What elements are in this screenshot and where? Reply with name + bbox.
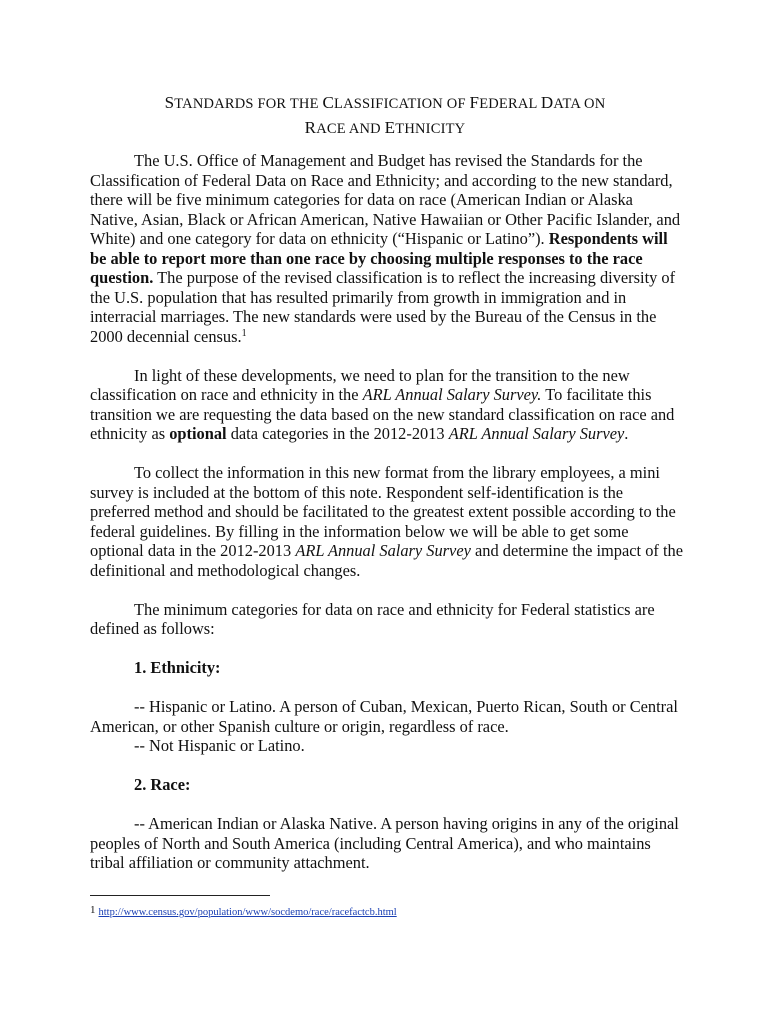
document-title	[0, 91, 770, 141]
heading-ethnicity	[90, 658, 684, 678]
paragraph-collect	[90, 463, 684, 580]
survey-title: ARL Annual Salary Survey	[448, 424, 625, 443]
title-text: TANDARDS FOR THE	[174, 96, 323, 112]
title-cap: E	[384, 118, 396, 137]
heading-ethnicity-text: 1. Ethnicity:	[134, 658, 221, 677]
document-body	[90, 151, 684, 892]
ethnicity-hispanic: -- Hispanic or Latino. A person of Cuban, Mexican, Puerto Rican, South or Central American, or other Spanish culture or origin, regardless of race.	[90, 697, 678, 736]
title-line-2	[0, 116, 770, 141]
footnote-divider	[90, 895, 270, 896]
title-text: EDERAL	[479, 96, 541, 112]
title-text: LASSIFICATION OF	[334, 96, 470, 112]
title-cap: C	[322, 93, 335, 112]
title-line-1	[0, 91, 770, 116]
title-text: THNICITY	[395, 121, 466, 137]
title-text: ATA ON	[553, 96, 606, 112]
heading-race-text: 2. Race:	[134, 775, 191, 794]
optional-bold: optional	[169, 424, 227, 443]
title-cap: F	[469, 93, 480, 112]
title-cap: D	[540, 93, 554, 112]
ethnicity-not-hispanic: -- Not Hispanic or Latino.	[134, 736, 305, 755]
footnote	[90, 905, 397, 920]
heading-race	[90, 775, 684, 795]
title-cap: R	[304, 118, 317, 137]
period: .	[624, 424, 629, 443]
title-text: ACE AND	[316, 121, 385, 137]
intro-bold-text: Respondents will be able to report more than one race by choosing multiple responses to the race question.	[90, 229, 668, 287]
intro-text-cont: The purpose of the revised classification is to reflect the increasing diversity of the U.S. population that has resulted primarily from growth in immigration and in interracial marriages. The new standards were used by the Bureau of the Census in the 2000 decennial census.	[90, 268, 676, 346]
transition-text: In light of these developments, we need to plan for the transition to the new classification on race and ethnicity in the	[90, 365, 630, 404]
paragraph-transition	[90, 366, 684, 444]
transition-text-cont: data categories in the 2012-2013	[226, 424, 449, 443]
collect-text-cont: and determine the impact of the definitional and methodological changes.	[90, 541, 683, 580]
survey-title: ARL Annual Salary Survey	[295, 541, 471, 560]
title-cap: S	[164, 93, 175, 112]
survey-title: ARL Annual Salary Survey.	[362, 385, 542, 404]
census-link[interactable]: http://www.census.gov/population/www/socdemo/race/racefactcb.html	[98, 907, 397, 918]
transition-text-cont: To facilitate this transition we are requesting the data based on the new standard classification on race and ethnicity as	[90, 385, 675, 443]
race-american-indian: -- American Indian or Alaska Native. A person having origins in any of the original peoples of North and South America (including Central America), and who maintains tribal affiliation or community attachment.	[90, 814, 679, 872]
collect-text: To collect the information in this new format from the library employees, a mini survey is included at the bottom of this note. Respondent self-identification is the preferred method and should be facilitated to the greatest extent possible according to the federal guidelines. By filling in the information below we will be able to get some optional data in the 2012-2013	[90, 463, 676, 560]
paragraph-intro	[90, 151, 684, 346]
intro-text: The U.S. Office of Management and Budget has revised the Standards for the Classification of Federal Data on Race and Ethnicity; and according to the new standard, there will be five minimum categories for data on race (American Indian or Alaska Native, Asian, Black or African American, Native Hawaiian or Other Pacific Islander, and White) and one category for data on ethnicity (“Hispanic or Latino”).	[90, 151, 681, 248]
footnote-ref[interactable]: 1	[241, 327, 247, 339]
paragraph-categories: The minimum categories for data on race and ethnicity for Federal statistics are defined as follows:	[90, 599, 655, 638]
footnote-number: 1	[90, 904, 96, 916]
